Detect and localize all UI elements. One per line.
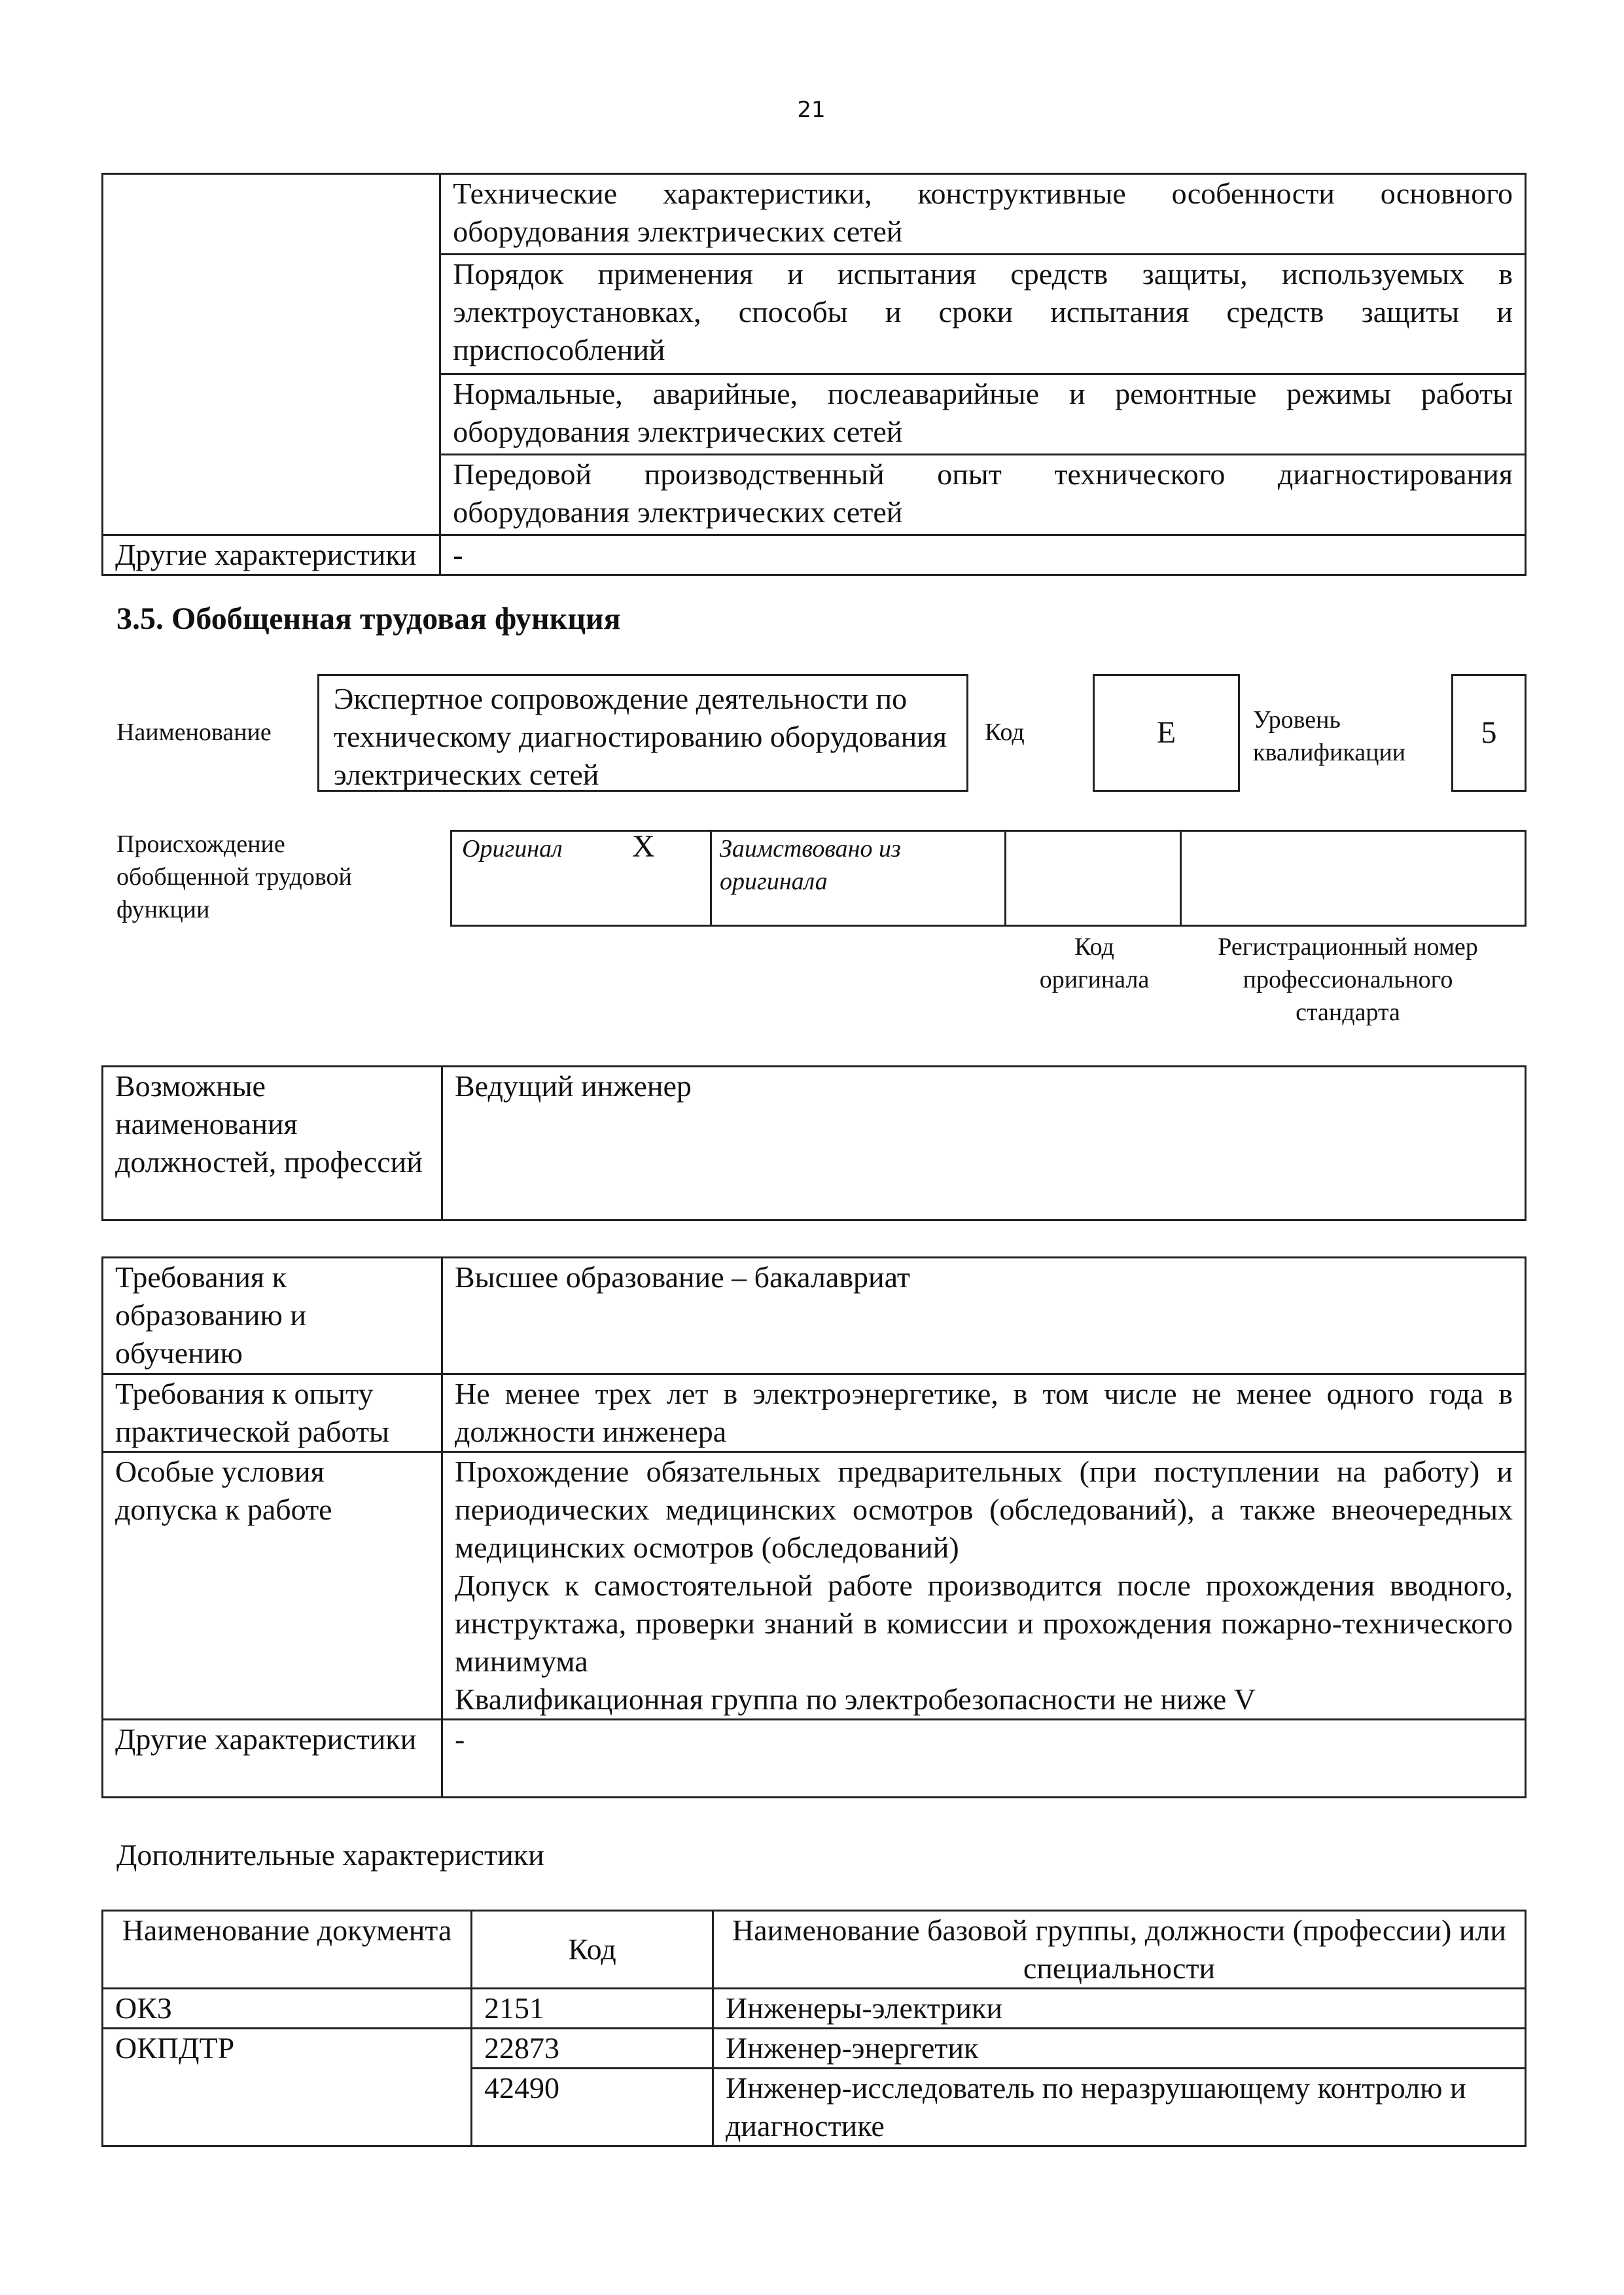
table-row: Инженеры-электрики (713, 1989, 1526, 2029)
level-label: Уровень квалификации (1253, 706, 1406, 766)
experience-label: Требования к опыту практической работы (103, 1374, 442, 1452)
header-code: Код (472, 1911, 713, 1989)
reg-number-caption: Регистрационный номер профессионального стандарта (1218, 933, 1478, 1026)
table-row: Технические характеристики, конструктивные особенности основного оборудования электрических сетей (440, 174, 1526, 255)
education-label: Требования к образованию и обучению (103, 1258, 442, 1374)
positions-label: Возможные наименования должностей, профессий (103, 1067, 442, 1220)
other-label: Другие характеристики (103, 1720, 442, 1798)
code-value: E (1093, 674, 1240, 792)
header-doc: Наименование документа (103, 1911, 472, 1989)
table-row: ОКПДТР (103, 2029, 472, 2146)
table-row: 42490 (472, 2069, 713, 2146)
divider (710, 830, 712, 927)
additional-table (101, 1910, 1527, 2147)
code-label: Код (985, 719, 1025, 746)
table-row: Порядок применения и испытания средств защиты, используемых в электроустановках, способы и сроки испытания средств защиты и приспособлений (440, 255, 1526, 374)
top-table (101, 173, 1527, 576)
conditions-p3: Квалификационная группа по электробезопасности не ниже V (455, 1682, 1256, 1716)
divider (1180, 830, 1182, 927)
header-name: Наименование базовой группы, должности (профессии) или специальности (713, 1911, 1526, 1989)
requirements-table (101, 1256, 1527, 1798)
table-row: Инженер-исследователь по неразрушающему контролю и диагностике (713, 2069, 1526, 2146)
conditions-p1: Прохождение обязательных предварительных (при поступлении на работу) и периодических медицинских осмотров (обследований), а также внеочередных медицинских осмотров (обследований) (455, 1455, 1513, 1564)
name-label: Наименование (116, 719, 272, 746)
origin-label: Происхождение обобщенной трудовой функции (116, 830, 352, 923)
divider (1004, 830, 1006, 927)
table-row: 2151 (472, 1989, 713, 2029)
positions-value: Ведущий инженер (442, 1067, 1526, 1220)
positions-table (101, 1065, 1527, 1221)
table-row: Инженер-энергетик (713, 2029, 1526, 2069)
original-label: Оригинал (462, 835, 563, 863)
experience-value: Не менее трех лет в электроэнергетике, в том числе не менее одного года в должности инженера (442, 1374, 1526, 1452)
function-name: Экспертное сопровождение деятельности по техническому диагностированию оборудования электрических сетей (334, 682, 947, 791)
other-value: - (442, 1720, 1526, 1798)
page-number: 21 (797, 97, 826, 123)
function-name-box (317, 674, 968, 792)
empty-label-cell (103, 174, 440, 535)
additional-title: Дополнительные характеристики (116, 1838, 544, 1872)
other-value: - (440, 535, 1526, 575)
conditions-p2: Допуск к самостоятельной работе производится после прохождения вводного, инструктажа, проверки знаний в комиссии и прохождения пожарно-технического минимума (455, 1569, 1513, 1678)
code-original-caption: Код оригинала (1039, 933, 1150, 993)
borrowed-label: Заимствовано из оригинала (720, 835, 901, 895)
original-mark: X (632, 829, 655, 864)
level-value: 5 (1451, 674, 1527, 792)
section-title: 3.5. Обобщенная трудовая функция (116, 601, 621, 636)
other-label: Другие характеристики (103, 535, 440, 575)
conditions-value (442, 1452, 1526, 1720)
table-row: ОКЗ (103, 1989, 472, 2029)
education-value: Высшее образование – бакалавриат (442, 1258, 1526, 1374)
table-row: 22873 (472, 2029, 713, 2069)
conditions-label: Особые условия допуска к работе (103, 1452, 442, 1720)
table-row: Нормальные, аварийные, послеаварийные и ремонтные режимы работы оборудования электрических сетей (440, 374, 1526, 455)
table-row: Передовой производственный опыт технического диагностирования оборудования электрических сетей (440, 455, 1526, 535)
